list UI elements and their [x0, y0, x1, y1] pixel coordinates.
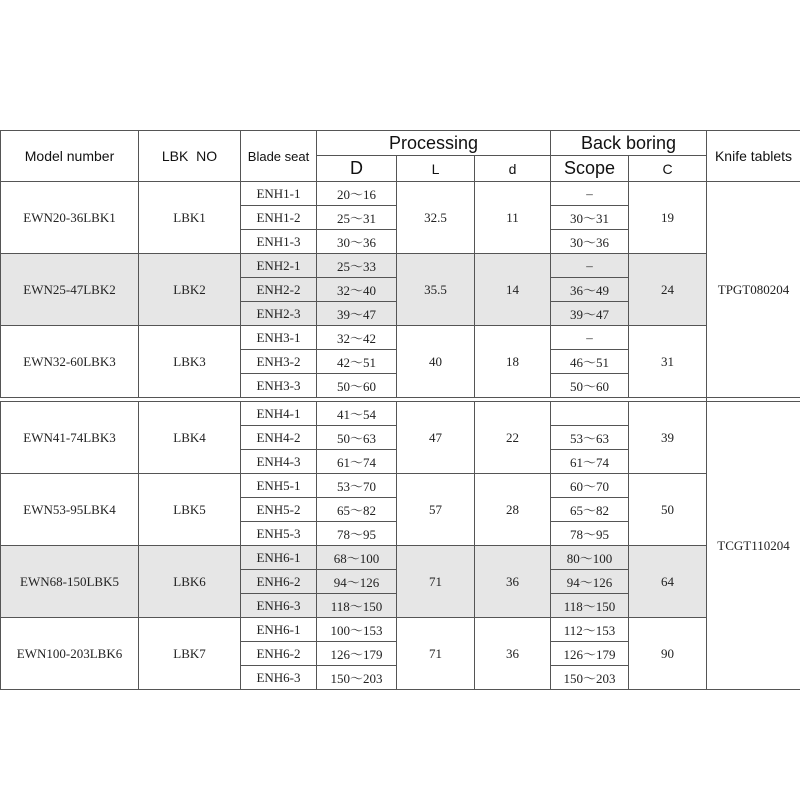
blade-seat-cell: ENH3-3 — [241, 374, 317, 398]
blade-seat-cell: ENH3-1 — [241, 326, 317, 350]
processing-d-cell: 22 — [475, 402, 551, 474]
processing-D-cell: 20～16 — [317, 182, 397, 206]
blade-seat-cell: ENH4-3 — [241, 450, 317, 474]
model-number-cell: EWN32-60LBK3 — [1, 326, 139, 398]
model-number-cell: EWN53-95LBK4 — [1, 474, 139, 546]
processing-D-cell: 65～82 — [317, 498, 397, 522]
model-number-cell: EWN68-150LBK5 — [1, 546, 139, 618]
back-boring-scope-cell: 30～31 — [551, 206, 629, 230]
table-row — [1, 402, 800, 426]
processing-d-cell: 36 — [475, 618, 551, 690]
back-boring-scope-cell: 30～36 — [551, 230, 629, 254]
header-C: C — [629, 156, 707, 182]
header-back-boring: Back boring — [551, 131, 707, 156]
knife-tablet-cell: TPGT080204 — [707, 182, 800, 398]
processing-L-cell: 71 — [397, 618, 475, 690]
processing-D-cell: 118～150 — [317, 594, 397, 618]
processing-D-cell: 32～40 — [317, 278, 397, 302]
blade-seat-cell: ENH2-1 — [241, 254, 317, 278]
processing-L-cell: 35.5 — [397, 254, 475, 326]
back-boring-scope-cell: 60～70 — [551, 474, 629, 498]
lbk-no-cell: LBK1 — [139, 182, 241, 254]
header-model-number: Model number — [1, 131, 139, 182]
back-boring-C-cell: 24 — [629, 254, 707, 326]
back-boring-scope-cell: – — [551, 254, 629, 278]
header-knife-tablets: Knife tablets — [707, 131, 800, 182]
lbk-no-cell: LBK2 — [139, 254, 241, 326]
table-row — [1, 254, 800, 278]
blade-seat-cell: ENH5-1 — [241, 474, 317, 498]
header-L: L — [397, 156, 475, 182]
model-number-cell: EWN41-74LBK3 — [1, 402, 139, 474]
processing-d-cell: 11 — [475, 182, 551, 254]
back-boring-C-cell: 50 — [629, 474, 707, 546]
blade-seat-cell: ENH2-2 — [241, 278, 317, 302]
processing-L-cell: 32.5 — [397, 182, 475, 254]
back-boring-scope-cell: 150～203 — [551, 666, 629, 690]
processing-D-cell: 50～60 — [317, 374, 397, 398]
processing-D-cell: 41～54 — [317, 402, 397, 426]
back-boring-scope-cell: 65～82 — [551, 498, 629, 522]
blade-seat-cell: ENH4-2 — [241, 426, 317, 450]
blade-seat-cell: ENH3-2 — [241, 350, 317, 374]
back-boring-C-cell: 31 — [629, 326, 707, 398]
table-row — [1, 618, 800, 642]
processing-d-cell: 18 — [475, 326, 551, 398]
processing-D-cell: 100～153 — [317, 618, 397, 642]
back-boring-C-cell: 90 — [629, 618, 707, 690]
processing-L-cell: 47 — [397, 402, 475, 474]
blade-seat-cell: ENH1-1 — [241, 182, 317, 206]
back-boring-scope-cell: 53～63 — [551, 426, 629, 450]
back-boring-scope-cell: 61～74 — [551, 450, 629, 474]
blade-seat-cell: ENH6-1 — [241, 618, 317, 642]
blade-seat-cell: ENH5-2 — [241, 498, 317, 522]
lbk-no-cell: LBK7 — [139, 618, 241, 690]
processing-L-cell: 57 — [397, 474, 475, 546]
processing-D-cell: 42～51 — [317, 350, 397, 374]
processing-L-cell: 71 — [397, 546, 475, 618]
processing-D-cell: 126～179 — [317, 642, 397, 666]
table-row — [1, 326, 800, 350]
processing-D-cell: 25～33 — [317, 254, 397, 278]
back-boring-C-cell: 64 — [629, 546, 707, 618]
blade-seat-cell: ENH6-3 — [241, 594, 317, 618]
blade-seat-cell: ENH1-3 — [241, 230, 317, 254]
back-boring-scope-cell: 80～100 — [551, 546, 629, 570]
processing-D-cell: 39～47 — [317, 302, 397, 326]
back-boring-scope-cell: 94～126 — [551, 570, 629, 594]
table-row — [1, 546, 800, 570]
lbk-no-cell: LBK3 — [139, 326, 241, 398]
processing-D-cell: 30～36 — [317, 230, 397, 254]
model-number-cell: EWN25-47LBK2 — [1, 254, 139, 326]
processing-d-cell: 28 — [475, 474, 551, 546]
blade-seat-cell: ENH1-2 — [241, 206, 317, 230]
back-boring-scope-cell: 46～51 — [551, 350, 629, 374]
header-scope: Scope — [551, 156, 629, 182]
blade-seat-cell: ENH4-1 — [241, 402, 317, 426]
processing-D-cell: 94～126 — [317, 570, 397, 594]
blade-seat-cell: ENH6-2 — [241, 642, 317, 666]
back-boring-C-cell: 19 — [629, 182, 707, 254]
back-boring-scope-cell — [551, 402, 629, 426]
back-boring-C-cell: 39 — [629, 402, 707, 474]
processing-d-cell: 36 — [475, 546, 551, 618]
back-boring-scope-cell: 39～47 — [551, 302, 629, 326]
processing-D-cell: 25～31 — [317, 206, 397, 230]
lbk-no-cell: LBK5 — [139, 474, 241, 546]
table-row — [1, 474, 800, 498]
table-row — [1, 182, 800, 206]
back-boring-scope-cell: 118～150 — [551, 594, 629, 618]
blade-seat-cell: ENH6-1 — [241, 546, 317, 570]
processing-D-cell: 150～203 — [317, 666, 397, 690]
processing-D-cell: 50～63 — [317, 426, 397, 450]
processing-D-cell: 68～100 — [317, 546, 397, 570]
table-body — [1, 182, 800, 690]
processing-D-cell: 53～70 — [317, 474, 397, 498]
back-boring-scope-cell: – — [551, 326, 629, 350]
lbk-no-cell: LBK6 — [139, 546, 241, 618]
processing-d-cell: 14 — [475, 254, 551, 326]
processing-D-cell: 78～95 — [317, 522, 397, 546]
blade-seat-cell: ENH2-3 — [241, 302, 317, 326]
lbk-no-cell: LBK4 — [139, 402, 241, 474]
back-boring-scope-cell: – — [551, 182, 629, 206]
header-D: D — [317, 156, 397, 182]
blade-seat-cell: ENH6-3 — [241, 666, 317, 690]
processing-D-cell: 61～74 — [317, 450, 397, 474]
back-boring-scope-cell: 50～60 — [551, 374, 629, 398]
header-lbk-no: LBK NO — [139, 131, 241, 182]
header-d: d — [475, 156, 551, 182]
model-number-cell: EWN20-36LBK1 — [1, 182, 139, 254]
knife-tablet-cell: TCGT110204 — [707, 402, 800, 690]
model-number-cell: EWN100-203LBK6 — [1, 618, 139, 690]
back-boring-scope-cell: 78～95 — [551, 522, 629, 546]
header-processing: Processing — [317, 131, 551, 156]
blade-seat-cell: ENH6-2 — [241, 570, 317, 594]
blade-seat-cell: ENH5-3 — [241, 522, 317, 546]
back-boring-scope-cell: 112～153 — [551, 618, 629, 642]
back-boring-scope-cell: 36～49 — [551, 278, 629, 302]
header-blade-seat: Blade seat — [241, 131, 317, 182]
processing-L-cell: 40 — [397, 326, 475, 398]
spec-table — [0, 130, 800, 690]
processing-D-cell: 32～42 — [317, 326, 397, 350]
back-boring-scope-cell: 126～179 — [551, 642, 629, 666]
